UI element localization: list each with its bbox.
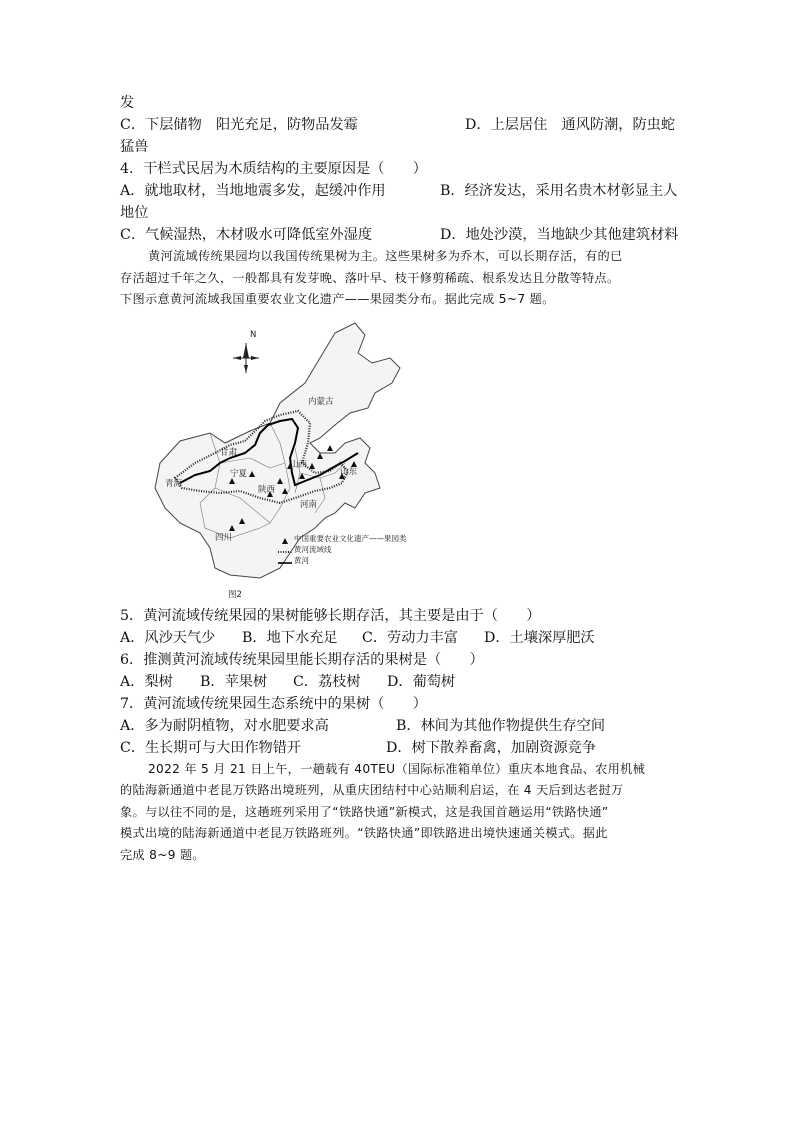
q3-options-cd [120, 114, 685, 136]
passage1-line1: 黄河流域传统果园均以我国传统果树为主。这些果树多为乔木，可以长期存活，有的已 [148, 249, 623, 263]
q7-option-d[interactable]: D．树下散养畜禽，加剧资源竞争 [386, 739, 597, 756]
map-legend [280, 533, 407, 566]
q5-option-c[interactable]: C．劳动力丰富 [362, 629, 458, 646]
passage-yellow-river [120, 246, 685, 311]
map-label-shaanxi: 陕西 [258, 484, 276, 495]
map-label-qinghai: 青海 [165, 478, 183, 489]
passage2-line4: 模式出境的陆海新通道中老昆万铁路班列。“铁路快通”即铁路进出境快速通关模式。据此 [120, 826, 608, 840]
q4-options-cd [120, 224, 685, 246]
q6-option-b[interactable]: B．苹果树 [200, 673, 268, 690]
exam-page [120, 92, 685, 866]
legend-basin: 黄河流域线 [294, 544, 332, 554]
yellow-river-map [120, 313, 440, 603]
q6-options [120, 671, 685, 693]
heritage-marker [327, 445, 333, 451]
passage-railway [120, 759, 685, 867]
map-label-gansu: 甘肃 [220, 447, 238, 458]
q5-options [120, 627, 685, 649]
q7-option-b[interactable]: B．林间为其他作物提供生存空间 [396, 717, 606, 734]
passage2-line5: 完成 8~9 题。 [120, 847, 205, 862]
q7-options-ab [120, 715, 685, 737]
q7-option-c[interactable]: C．生长期可与大田作物错开 [120, 739, 302, 756]
q4-stem: 4．干栏式民居为木质结构的主要原因是（ ） [120, 161, 427, 177]
map-label-henan: 河南 [300, 499, 318, 510]
north-arrow [233, 343, 259, 373]
map-label-ningxia: 宁夏 [230, 468, 248, 479]
q3-tail-text: 发 [120, 95, 135, 111]
q5-option-d[interactable]: D．土壤深厚肥沃 [484, 629, 595, 646]
map-label-sichuan: 四川 [215, 532, 233, 543]
passage2-line3: 象。与以往不同的是，这趟班列采用了“铁路快通”新模式，这是我国首趟运用“铁路快通” [120, 804, 609, 819]
passage1-line3: 下图示意黄河流域我国重要农业文化遗产——果园类分布。据此完成 5~7 题。 [120, 292, 555, 306]
q4-option-b-wrap: 地位 [120, 205, 149, 221]
q7-stem: 7．黄河流域传统果园生态系统中的果树（ ） [120, 695, 427, 712]
passage1-line2: 存活超过千年之久，一般都具有发芽晚、落叶早、枝干修剪稀疏、根系发达且分散等特点。 [120, 270, 620, 285]
legend-heritage: 中国重要农业文化遗产——果园类 [294, 533, 407, 543]
q4-option-d[interactable]: D．地处沙漠，当地缺少其他建筑材料 [440, 227, 679, 243]
q3-option-d-wrap: 猛兽 [120, 139, 149, 155]
q3-option-c[interactable]: C．下层储物 阳光充足，防物品发霉 [120, 117, 358, 133]
map-caption: 图2 [228, 589, 242, 600]
map-label-neimenggu: 内蒙古 [308, 396, 334, 407]
q5-stem: 5．黄河流域传统果园的果树能够长期存活，其主要是由于（ ） [120, 607, 541, 624]
q6-option-a[interactable]: A．梨树 [120, 673, 173, 690]
passage2-line1: 2022 年 5 月 21 日上午，一趟载有 40TEU（国际标准箱单位）重庆本地食品、农用机械 [148, 761, 646, 776]
q4-option-a[interactable]: A．就地取材，当地地震多发，起缓冲作用 [120, 183, 386, 199]
q5-option-a[interactable]: A．风沙天气少 [120, 629, 216, 646]
legend-river: 黄河 [294, 555, 309, 565]
map-north-label: N [250, 329, 257, 340]
map-label-shanxi: 山西 [290, 459, 308, 470]
q5-option-b[interactable]: B．地下水充足 [242, 629, 338, 646]
q4-option-b[interactable]: B．经济发达，采用名贵木材彰显主人 [440, 183, 678, 199]
q6-option-c[interactable]: C．荔枝树 [293, 673, 361, 690]
q6-option-d[interactable]: D．葡萄树 [387, 673, 456, 690]
map-label-shandong: 山东 [340, 466, 358, 477]
q4-option-c[interactable]: C．气候湿热，木材吸水可降低室外湿度 [120, 227, 373, 243]
q3-option-d[interactable]: D．上层居住 通风防潮，防虫蛇 [465, 117, 676, 133]
q4-options-ab [120, 180, 685, 202]
q7-options-cd [120, 737, 685, 759]
passage2-line2: 的陆海新通道中老昆万铁路出境班列，从重庆团结村中心站顺利启运，在 4 天后到达老挝万 [120, 783, 624, 797]
q7-option-a[interactable]: A．多为耐阴植物，对水肥要求高 [120, 717, 329, 734]
q6-stem: 6．推测黄河流域传统果园里能长期存活的果树是（ ） [120, 651, 484, 668]
